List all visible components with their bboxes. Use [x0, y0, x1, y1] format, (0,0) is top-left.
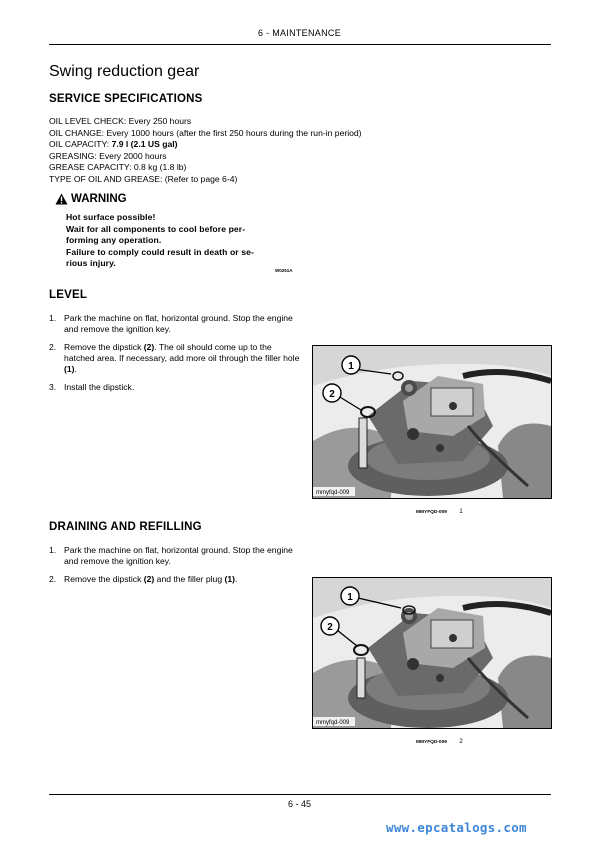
- warning-title-text: WARNING: [71, 193, 127, 205]
- spec-line: OIL CHANGE: Every 1000 hours (after the first 250 hours during the run-in period): [49, 127, 362, 138]
- swing-gear-illustration: [313, 578, 551, 728]
- step-text: .: [235, 574, 238, 584]
- step-number: 3.: [49, 382, 57, 392]
- section-header: 6 - MAINTENANCE: [257, 28, 341, 38]
- warning-line: Failure to comply could result in death or se-: [66, 246, 254, 257]
- figure-code: MMYFQD-009: [416, 510, 447, 515]
- service-spec-list: [49, 116, 362, 185]
- photo-stamp: mmyfqd-009: [316, 490, 350, 496]
- step-text: Park the machine on flat, horizontal ground. Stop the engine and remove the ignition key.: [64, 545, 293, 566]
- figure-number: 1: [459, 509, 463, 515]
- step-text: and the filler plug: [154, 574, 225, 584]
- figure-2-photo: [312, 577, 552, 729]
- warning-triangle-icon: [55, 193, 68, 205]
- header-rule: [49, 44, 551, 45]
- list-item: [49, 313, 303, 335]
- list-item: [49, 382, 303, 393]
- step-text: Install the dipstick.: [64, 382, 135, 392]
- figure-number: 2: [459, 739, 463, 745]
- swing-gear-illustration: [313, 346, 551, 498]
- draining-steps: [49, 545, 303, 592]
- warning-code: W0251A: [275, 268, 293, 273]
- list-item: [49, 574, 303, 585]
- step-number: 1.: [49, 545, 57, 555]
- spec-value: 7.9 l (2.1 US gal): [111, 139, 178, 149]
- dipstick-ref: (2): [143, 574, 155, 584]
- spec-label: OIL CAPACITY:: [49, 139, 112, 149]
- spec-line: TYPE OF OIL AND GREASE: (Refer to page 6-4): [49, 173, 238, 184]
- list-item: [49, 342, 303, 375]
- warning-line: rious injury.: [66, 258, 116, 269]
- warning-line: Wait for all components to cool before per-: [66, 223, 246, 234]
- figure-1-caption: [416, 500, 463, 518]
- spec-line-oil-capacity: [49, 139, 362, 151]
- footer-rule: [49, 794, 551, 795]
- warning-title: [55, 193, 127, 205]
- spec-line: GREASING: Every 2000 hours: [49, 150, 167, 161]
- step-number: 1.: [49, 313, 57, 323]
- photo-stamp: mmyfqd-009: [316, 720, 350, 726]
- step-number: 2.: [49, 342, 57, 352]
- level-steps: [49, 313, 303, 400]
- figure-1-photo: [312, 345, 552, 499]
- level-heading: LEVEL: [49, 289, 88, 301]
- list-item: [49, 545, 303, 567]
- filler-plug-ref: (1): [224, 574, 236, 584]
- callout-1-label: 1: [348, 361, 354, 372]
- page-title: Swing reduction gear: [49, 63, 200, 80]
- callout-2-label: 2: [329, 389, 335, 400]
- step-text: .: [74, 364, 77, 374]
- callout-2-label: 2: [327, 622, 333, 633]
- step-text: Remove the dipstick: [64, 574, 144, 584]
- warning-line: forming any operation.: [66, 235, 162, 246]
- callout-1-label: 1: [347, 592, 353, 603]
- draining-heading: DRAINING AND REFILLING: [49, 521, 202, 533]
- spec-line: GREASE CAPACITY: 0.8 kg (1.8 lb): [49, 162, 187, 172]
- step-text: . The oil should come up to the hatched area. If necessary, add more oil through the filler hole: [64, 342, 300, 363]
- figure-2-caption: [416, 730, 463, 748]
- step-text: Remove the dipstick: [64, 342, 144, 352]
- service-spec-heading: SERVICE SPECIFICATIONS: [49, 93, 203, 105]
- watermark-link[interactable]: www.epcatalogs.com: [386, 820, 527, 835]
- filler-hole-ref: (1): [64, 364, 75, 374]
- step-number: 2.: [49, 574, 57, 584]
- spec-line: OIL LEVEL CHECK: Every 250 hours: [49, 116, 192, 126]
- warning-body: [66, 212, 254, 270]
- figure-code: MMYFQD-009: [416, 740, 447, 745]
- warning-line: Hot surface possible!: [66, 212, 156, 222]
- dipstick-ref: (2): [143, 342, 155, 352]
- page-number: 6 - 45: [287, 799, 311, 809]
- step-text: Park the machine on flat, horizontal ground. Stop the engine and remove the ignition key.: [64, 313, 293, 334]
